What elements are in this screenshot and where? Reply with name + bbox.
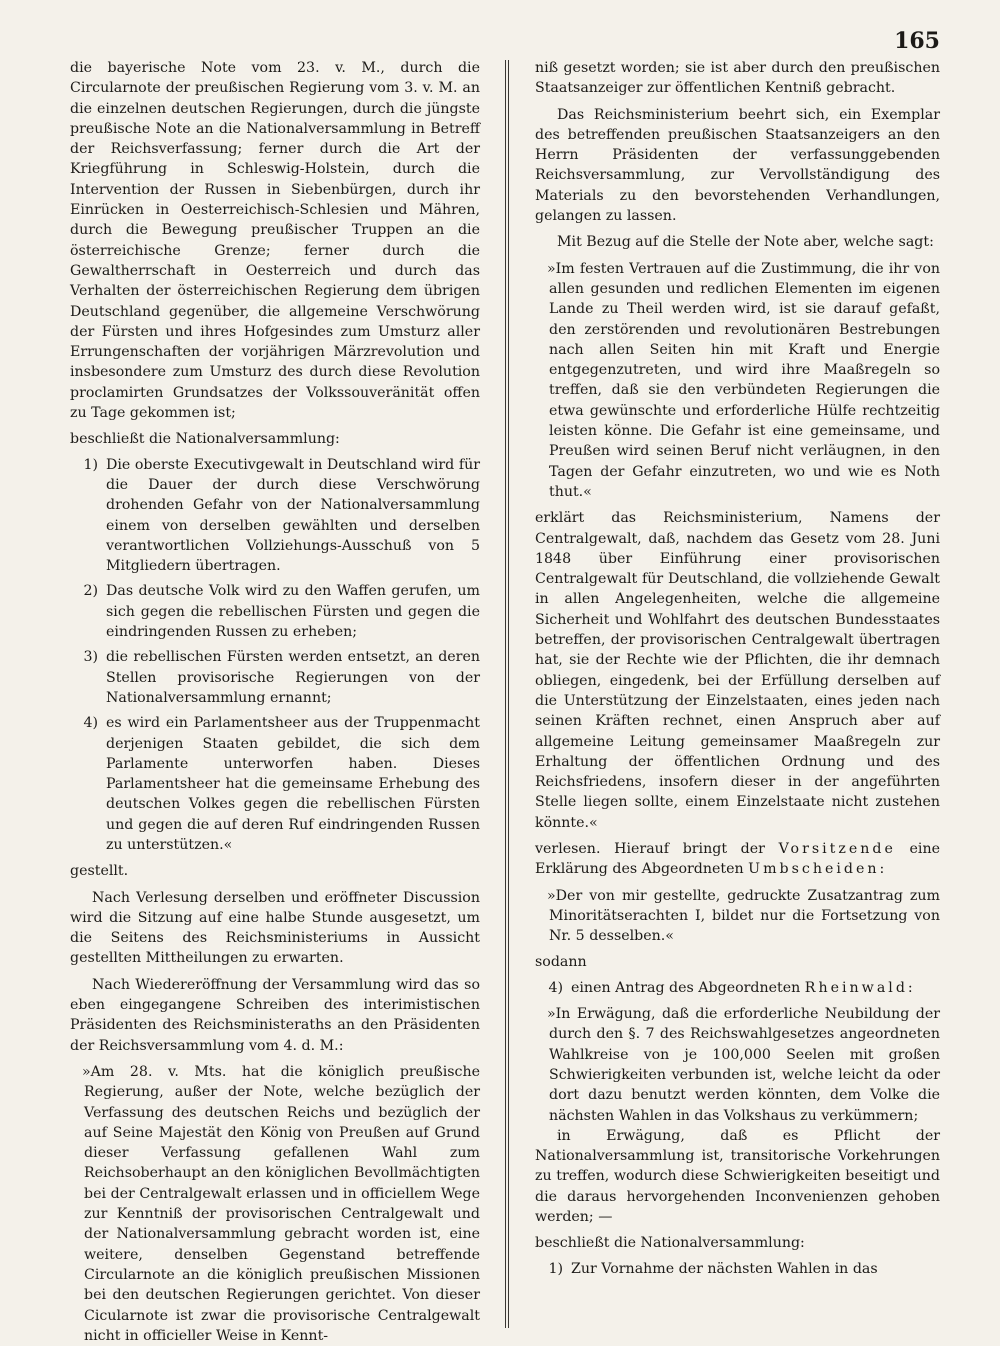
text-segment: einen Antrag des Abgeordneten bbox=[571, 979, 805, 996]
item-text bbox=[571, 978, 940, 998]
right-quote-rheinwald-1: »In Erwägung, daß die erforderliche Neubildung der durch den §. 7 des Reichswahlgesetzes angeordneten Wahlkreise von je 100,000 Seelen mit großen Schwierigkeiten verbunden ist, welche leicht da oder dort dazu benutzt werden könnten, dem Volke die nächsten Wahlen in das Volkshaus zu verkümmern; bbox=[547, 1006, 940, 1124]
right-paragraph-sodann: sodann bbox=[535, 954, 587, 971]
right-paragraph-1: niß gesetzt worden; sie ist aber durch den preußischen Staatsanzeiger zur öffentlichen Kentniß gebracht. bbox=[535, 60, 940, 97]
text-segment: : bbox=[879, 861, 885, 878]
text-segment: eine Erklärung des Abgeordneten bbox=[535, 840, 940, 878]
item-number: 4) bbox=[548, 979, 563, 996]
text-segment: : bbox=[907, 979, 913, 996]
right-quote-note: »Im festen Vertrauen auf die Zustimmung, die ihr von allen gesunden und redlichen Elementen im eigenen Lande zu Theil werden wird, ist sie darauf gefaßt, den zerstörenden und revolutionären Bestrebungen nach allen Seiten hin mit Kraft und Energie entgegenzutreten, und wird ihre Maaßregeln so treffen, daß sie den verbündeten Regierungen die etwa gewünschte und erforderliche Hülfe rechtzeitig leisten könne. Die Gefahr ist eine gemeinsame, und Preußen wird seinen Beruf nicht verläugnen, in den Tagen der Gefahr einzutreten, wo und wie es Noth thut.« bbox=[547, 260, 940, 500]
item-number: 1) bbox=[83, 456, 98, 473]
right-quote-rheinwald-2: in Erwägung, daß es Pflicht der Nationalversammlung ist, transitorische Vorkehrungen zu treffen, wodurch diese Schwierigkeiten beseitigt und die daraus hervorgehenden Inconvenienzen gehoben werden; — bbox=[535, 1127, 940, 1226]
item-text: die rebellischen Fürsten werden entsetzt, an deren Stellen provisorische Regierungen von der Nationalversammlung ernannt; bbox=[106, 649, 480, 706]
list-item bbox=[70, 647, 480, 708]
list-item bbox=[70, 713, 480, 855]
right-quote-umbscheiden: »Der von mir gestellte, gedruckte Zusatzantrag zum Minoritätserachten I, bildet nur die Fortsetzung von Nr. 5 desselben.« bbox=[547, 887, 940, 945]
item-number: 4) bbox=[83, 715, 98, 732]
left-column bbox=[70, 58, 480, 1346]
left-paragraph-gestellt: gestellt. bbox=[70, 863, 129, 880]
resolution-heading: beschließt die Nationalversammlung: bbox=[70, 431, 340, 448]
column-divider bbox=[505, 60, 506, 1328]
item-number: 3) bbox=[83, 649, 98, 666]
item-text: Das deutsche Volk wird zu den Waffen gerufen, um sich gegen die rebellischen Fürsten und gegen die eindringenden Russen zu erheben; bbox=[106, 583, 480, 641]
item-text: es wird ein Parlamentsheer aus der Truppenmacht derjenigen Staaten gebildet, die sich dem Parlamente unterworfen haben. Dieses Parlamentsheer hat die gemeinsame Erhebung des deutschen Volkes gegen die rebellischen Fürsten und gegen die auf deren Ruf eindringenden Russen zu unterstützen.« bbox=[106, 715, 480, 853]
right-paragraph-3: Mit Bezug auf die Stelle der Note aber, welche sagt: bbox=[557, 234, 934, 251]
left-quote-letter: »Am 28. v. Mts. hat die königlich preußische Regierung, außer der Note, welche bezüglich der Verfassung des deutschen Reichs und bezüglich der auf Seine Majestät den König von Preußen auf Grund dieser Verfassung gefallenen Wahl zum Reichsoberhaupt an den königlichen Bevollmächtigten bei der Centralgewalt erlassen und in officiellem Wege zur Kenntniß der provisorischen Centralgewalt und der Nationalversammlung gebracht worden ist, eine weitere, denselben Gegenstand betreffende Circularnote an die königlich preußischen Missionen bei den deutschen Regierungen gerichtet. Von dieser Cicularnote ist zwar die provisorische Centralgewalt nicht in officieller Weise in Kennt- bbox=[82, 1063, 480, 1344]
chair-name: Vorsitzende bbox=[778, 840, 896, 857]
resolution-heading: beschließt die Nationalversammlung: bbox=[535, 1235, 805, 1252]
left-paragraph-1: die bayerische Note vom 23. v. M., durch die Circularnote der preußischen Regierung vom 3. v. M. an die einzelnen deutschen Regierungen, durch die jüngste preußische Note an die Nationalversammlung in Betreff der Reichsverfassung; ferner durch die Art der Kriegführung in Schleswig-Holstein, durch die Intervention der Russen in Siebenbürgen, durch ihr Einrücken in Oesterreichisch-Schlesien und Mähren, durch die Bewegung preußischer Truppen an die österreichische Grenze; ferner durch die Gewaltherrschaft in Oesterreich und durch das Verhalten der österreichischen Regierung dem übrigen Deutschland gegenüber, die allgemeine Verschwörung der Fürsten und ihres Hofgesindes zum Umsturz aller Errungenschaften der vorjährigen Märzrevolution und insbesondere zum Umsturz des durch diese Revolution proclamirten Grundsatzes der Volkssouveränität offen zu Tage gekommen ist; bbox=[70, 60, 480, 422]
deputy-name: Rheinwald bbox=[804, 979, 908, 996]
list-item bbox=[70, 455, 480, 577]
left-paragraph-verlesung: Nach Verlesung derselben und eröffneter Discussion wird die Sitzung auf eine halbe Stunde ausgesetzt, um die Seitens des Reichsministeriums in Aussicht gestellten Mittheilungen zu erwarten. bbox=[70, 889, 480, 967]
item-text: Die oberste Executivgewalt in Deutschland wird für die Dauer der durch diese Verschwörung drohenden Gefahr von der Nationalversammlung einem von derselben gewählten und derselben verantwortlichen Vollziehungs-Ausschuß von 5 Mitgliedern übertragen. bbox=[106, 456, 480, 575]
item-number: 2) bbox=[83, 583, 98, 600]
list-item bbox=[70, 581, 480, 642]
deputy-name: Umbscheiden bbox=[748, 861, 880, 878]
left-paragraph-wiedereroeffnung: Nach Wiedereröffnung der Versammlung wird das so eben eingegangene Schreiben des interimistischen Präsidenten des Reichsministeraths an den Präsidenten der Reichsversammlung vom 4. d. M.: bbox=[70, 976, 480, 1054]
right-paragraph-2: Das Reichsministerium beehrt sich, ein Exemplar des betreffenden preußischen Staatsanzeigers an den Herrn Präsidenten der verfassunggebenden Reichsversammlung, zur Vervollständigung des Materials zu den bevorstehenden Verhandlungen, gelangen zu lassen. bbox=[535, 106, 940, 225]
right-column bbox=[535, 58, 940, 1279]
right-paragraph-declaration: erklärt das Reichsministerium, Namens der Centralgewalt, daß, nachdem das Gesetz vom 28. Juni 1848 über Einführung einer provisorischen Centralgewalt für Deutschland, die vollziehende Gewalt in allen Angelegenheiten, welche die allgemeine Sicherheit und Wohlfahrt des deutschen Bundesstaates betreffen, der provisorischen Centralgewalt übertragen hat, sie der Rechte wie der Pflichten, die ihr demnach obliegen, eingedenk, bei der Erfüllung derselben auf die Unterstützung der Einzelstaaten, eines jeden nach seinen Kräften rechnet, einen Anspruch aber auf allgemeine Leitung gemeinsamer Maaßregeln zur Erhaltung der öffentlichen Ordnung und des Reichsfriedens, insofern dieser in der angeführten Stelle liegen sollte, einem Einzelstaate nicht zustehen könnte.« bbox=[535, 510, 940, 831]
right-paragraph-verlesen bbox=[535, 839, 940, 880]
list-item bbox=[535, 1259, 940, 1279]
page-number: 165 bbox=[894, 28, 940, 54]
list-item bbox=[535, 978, 940, 998]
item-text: Zur Vornahme der nächsten Wahlen in das bbox=[571, 1260, 878, 1277]
item-number: 1) bbox=[548, 1260, 563, 1277]
text-segment: verlesen. Hierauf bringt der bbox=[535, 840, 779, 857]
